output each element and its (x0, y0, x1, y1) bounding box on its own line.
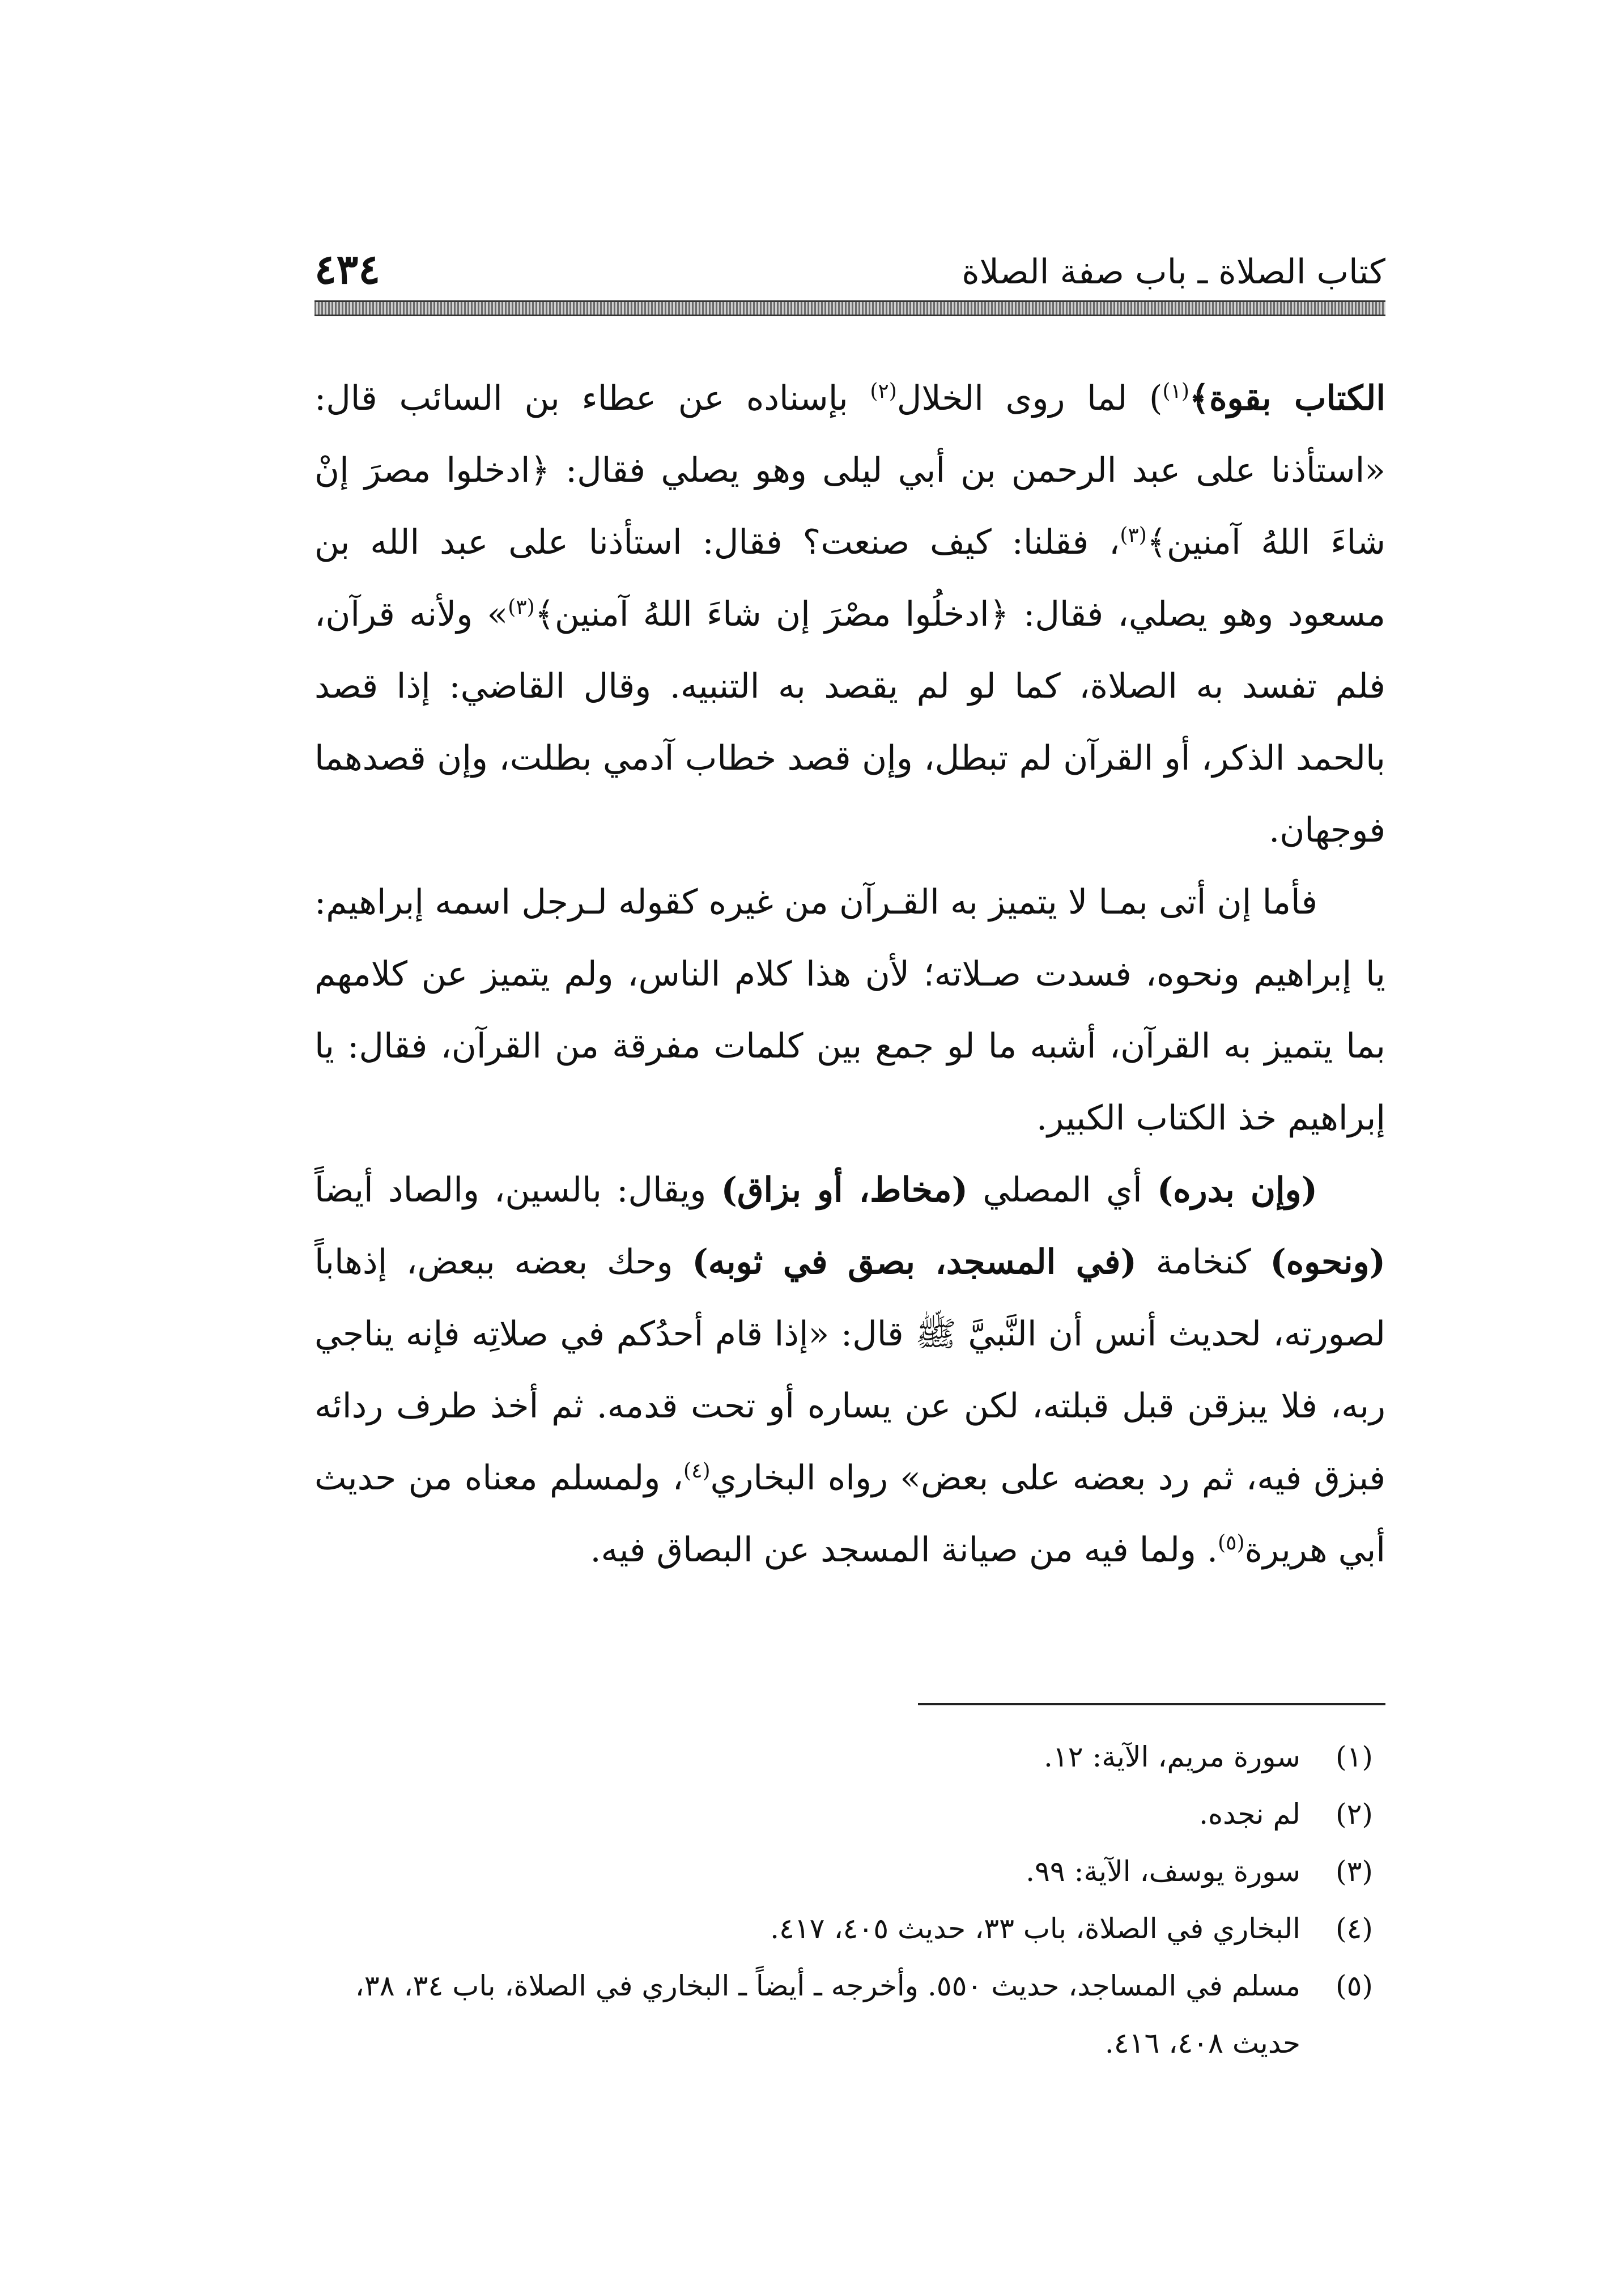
footnote-ref: (٢) (870, 380, 897, 403)
footnote-number: (٥) (1336, 1969, 1373, 2002)
footnote-item (314, 1786, 1385, 1843)
footnote-number: (٣) (1336, 1855, 1373, 1888)
bold-term: (في المسجد، بصق في ثوبه) (692, 1242, 1137, 1282)
page-number: ٤٣٤ (314, 245, 381, 293)
footnote-item (314, 1843, 1385, 1900)
footnote-text: البخاري في الصلاة، باب ٣٣، حديث ٤٠٥، ٤١٧. (770, 1912, 1300, 1945)
running-header (314, 238, 1385, 300)
footnote-item (314, 1957, 1385, 2072)
bold-term: (وإن بدره) (1157, 1170, 1317, 1210)
paragraph-2: فأما إن أتى بمـا لا يتميز به القـرآن من غيره كقوله لـرجل اسمه إبراهيم: يا إبراهيم ونحوه، فسدت صـلاته؛ لأن هذا كلام الناس، ولم يتميز عن كلامهم بما يتميز به القرآن، أشبه ما لو جمع بين كلمات مفرقة من القرآن، فقال: يا إبراهيم خذ الكتاب الكبير. (314, 882, 1385, 1138)
footnote-ref: (١) (1162, 380, 1189, 403)
text-run: ، ولمسلم معناه من حديث أبي هريرة (314, 1458, 1385, 1570)
footnote-ref: (٣) (508, 596, 535, 619)
bold-term: (ونحوه) (1270, 1242, 1385, 1282)
paragraph-3 (314, 1154, 1385, 1586)
footnote-text: سورة يوسف، الآية: ٩٩. (1026, 1855, 1300, 1888)
footnote-ref: (٤) (683, 1459, 711, 1483)
text-run: ، فقلنا: كيف صنعت؟ فقال: استأذنا على عبد الله بن مسعود وهو يصلي، فقال: ﴿ادخلُوا مصْرَ إن شاءَ اللهُ آمنين﴾ (314, 523, 1385, 634)
text-run: كنخامة (1136, 1242, 1270, 1282)
text-run: » ولأنه قرآن، فلم تفسد به الصلاة، كما لو لم يقصد به التنبيه. وقال القاضي: إذا قصد بالحمد الذكر، أو القرآن لم تبطل، وإن قصد خطاب آدمي بطلت، وإن قصدهما فوجهان. (314, 595, 1385, 850)
footnote-number: (١) (1336, 1740, 1373, 1773)
text-run: ) لما روى الخلال (896, 379, 1163, 418)
bold-term: (مخاط، أو بزاق) (721, 1170, 968, 1210)
main-text (314, 363, 1385, 1586)
footnote-text: مسلم في المساجد، حديث ٥٥٠. وأخرجه ـ أيضاً ـ البخاري في الصلاة، باب ٣٤، ٣٨، حديث ٤٠٨، ٤١٦. (355, 1969, 1300, 2060)
footnotes (314, 1729, 1385, 2072)
footnote-ref: (٥) (1218, 1531, 1245, 1555)
footnote-ref: (٣) (1120, 524, 1147, 547)
footnote-item (314, 1729, 1385, 1786)
text-run: بإسناده عن عطاء بن السائب قال: «استأذنا على عبد الرحمن بن أبي ليلى وهو يصلي فقال: ﴿ادخلوا مصرَ إنْ شاءَ اللهُ آمنين﴾ (314, 379, 1385, 562)
text-run: أي المصلي (968, 1170, 1157, 1210)
text-run: . ولما فيه من صيانة المسجد عن البصاق فيه. (590, 1530, 1218, 1570)
text-run: وحك بعضه ببعض، إذهاباً لصورته، لحديث أنس أن النَّبيَّ ﷺ قال: «إذا قام أحدُكم في صلاتِه فإنه يناجي ربه، فلا يبزقن قبل قبلته، لكن عن يساره أو تحت قدمه. ثم أخذ طرف ردائه فبزق فيه، ثم رد بعضه على بعض» رواه البخاري (314, 1242, 1385, 1498)
bold-lead: الكتاب بقوة﴾ (1189, 379, 1386, 418)
footnote-divider (918, 1703, 1385, 1705)
header-title: كتاب الصلاة ـ باب صفة الصلاة (962, 252, 1385, 292)
footnote-item (314, 1900, 1385, 1957)
paragraph-1 (314, 363, 1385, 867)
footnote-text: سورة مريم، الآية: ١٢. (1043, 1740, 1300, 1773)
text-run: ويقال: بالسين، والصاد أيضاً (314, 1170, 721, 1210)
header-divider (314, 300, 1385, 316)
footnote-number: (٢) (1336, 1798, 1373, 1831)
footnote-text: لم نجده. (1199, 1798, 1300, 1831)
footnote-number: (٤) (1336, 1912, 1373, 1945)
